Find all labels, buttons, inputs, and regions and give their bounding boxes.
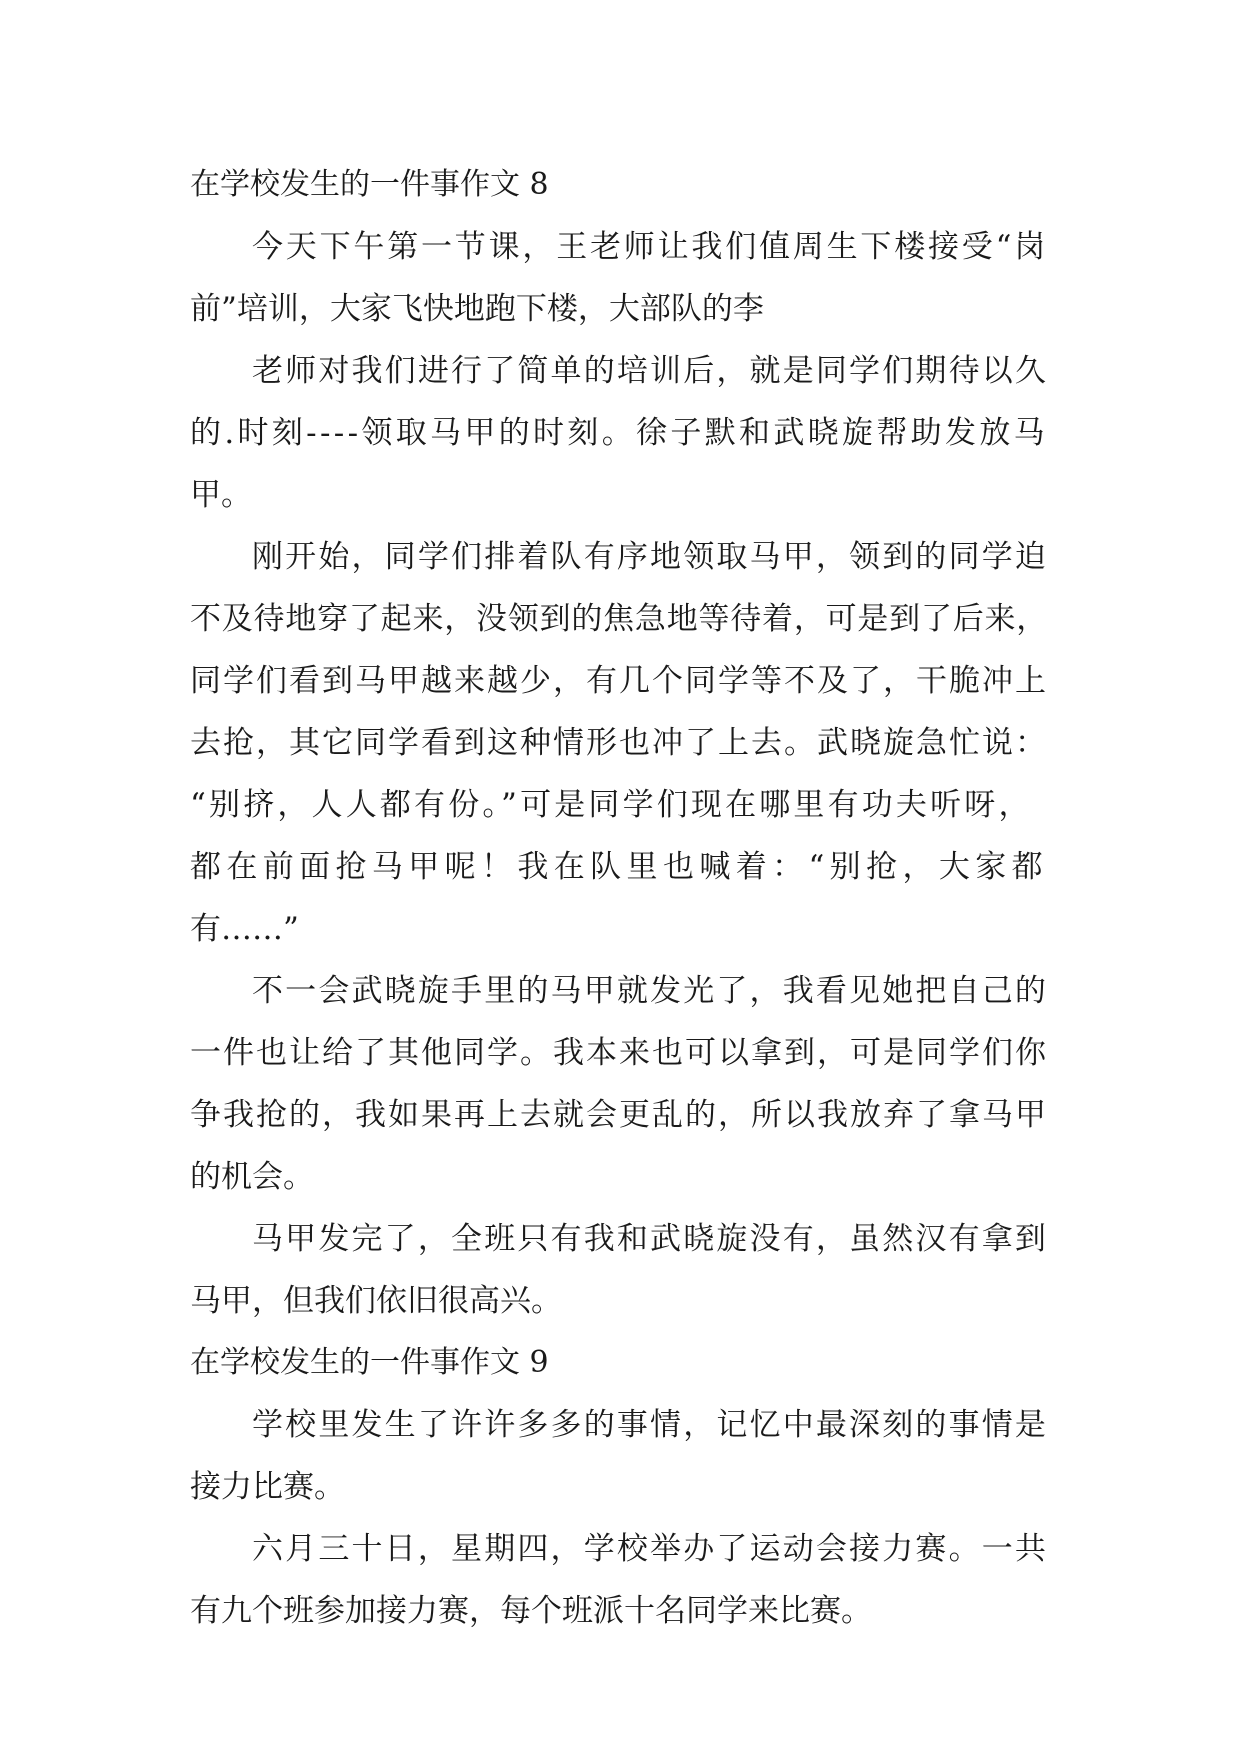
text-line: 前”培训，大家飞快地跑下楼，大部队的李 [190, 291, 764, 327]
text-line: 刚开始，同学们排着队有序地领取马甲，领到的同学迫 [252, 539, 1049, 575]
text-line: 一件也让给了其他同学。我本来也可以拿到，可是同学们你 [190, 1035, 1048, 1071]
text-line: 不一会武晓旋手里的马甲就发光了，我看见她把自己的 [252, 973, 1049, 1009]
text-line: 甲。 [190, 477, 252, 513]
text-line: 有……” [190, 911, 299, 947]
text-line: 的.时刻----领取马甲的时刻。徐子默和武晓旋帮助发放马 [190, 415, 1048, 451]
text-line: 同学们看到马甲越来越少，有几个同学等不及了，干脆冲上 [190, 663, 1048, 699]
text-line: 去抢，其它同学看到这种情形也冲了上去。武晓旋急忙说： [190, 725, 1048, 761]
text-line: 接力比赛。 [190, 1469, 345, 1505]
text-line: 六月三十日，星期四，学校举办了运动会接力赛。一共 [252, 1531, 1049, 1567]
text-line: “别挤，人人都有份。”可是同学们现在哪里有功夫听呀， [190, 787, 1033, 823]
text-line: 有九个班参加接力赛，每个班派十名同学来比赛。 [190, 1593, 872, 1629]
section-heading: 在学校发生的一件事作文 8 [190, 167, 549, 202]
section-heading: 在学校发生的一件事作文 9 [190, 1345, 549, 1380]
text-line: 今天下午第一节课，王老师让我们值周生下楼接受“岗 [252, 229, 1049, 265]
text-line: 马甲，但我们依旧很高兴。 [190, 1283, 562, 1319]
text-line: 都在前面抢马甲呢！我在队里也喊着：“别抢，大家都 [190, 849, 1048, 885]
text-line: 老师对我们进行了简单的培训后，就是同学们期待以久 [252, 353, 1049, 389]
text-line: 争我抢的，我如果再上去就会更乱的，所以我放弃了拿马甲 [190, 1097, 1048, 1133]
text-line: 的机会。 [190, 1159, 314, 1195]
text-line: 马甲发完了，全班只有我和武晓旋没有，虽然汉有拿到 [252, 1221, 1049, 1257]
text-line: 不及待地穿了起来，没领到的焦急地等待着，可是到了后来， [190, 601, 1049, 637]
text-line: 学校里发生了许许多多的事情，记忆中最深刻的事情是 [252, 1407, 1049, 1443]
